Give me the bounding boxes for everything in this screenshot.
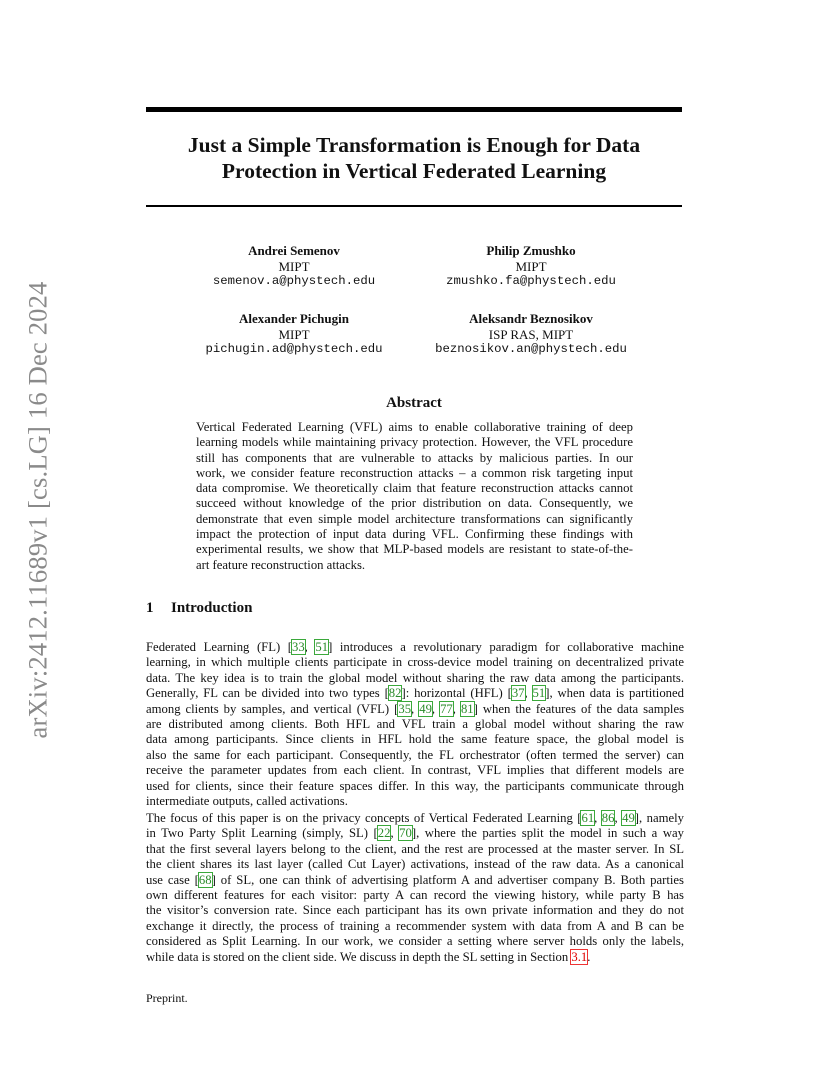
citation-link[interactable]: 70 [399,826,412,841]
paragraph-line: are distributed among clients. Both HFL and VFL train a global model without sharing the raw [146,717,684,732]
arxiv-identifier[interactable]: arXiv:2412.11689v1 [cs.LG] 16 Dec 2024 [22,281,53,739]
citation-link[interactable]: 68 [198,872,212,887]
paragraph-line: in Two Party Split Learning (simply, SL) [22, 70], where the parties split the model in such a way [146,826,684,841]
paper-title [146,132,682,184]
author-affiliation: ISP RAS, MIPT [488,326,574,342]
title-line-2: Protection in Vertical Federated Learning [221,159,607,183]
abstract-line: succeed without knowledge of the prior distribution on data. Consequently, we [196,496,633,511]
section-number: 1 [146,600,154,616]
abstract-line: demonstrate that even simple model architecture transformations can significantly [196,511,633,526]
paragraph-line: used for clients, since their feature spaces differ. In this way, the participants communicate through [146,778,684,793]
paragraph-line: exchange it directly, the process of training a recommender system with data from A and B can be [146,918,684,933]
author-block [164,311,424,358]
paragraph-line: learning, in which multiple clients participate in cross-device model training on decentralized private [146,655,684,670]
paragraph-line: that the first several layers belong to the client, and the rest are processed at the master server. In SL [146,841,684,856]
paragraph-line: receive the parameter updates from each client. In contrast, VFL implies that different models are [146,763,684,778]
author-affiliation: MIPT [515,258,547,274]
author-block [401,243,661,290]
title-top-rule [146,107,682,112]
paragraph-line: also the same for each participant. Consequently, the FL orchestrator (often termed the server) can [146,747,684,762]
paragraph-line: the visitor’s conversion rate. Since each participant has its own private information and they do not [146,903,684,918]
section-heading [146,600,252,617]
citation-link[interactable]: 51 [315,640,329,654]
section-title: Introduction [171,600,253,616]
paragraph-line: among clients by samples, and vertical (VFL) [35, 49, 77, 81] when the features of the data samples [146,701,685,716]
section-reference-link[interactable]: 3.1 [571,949,588,964]
citation-link[interactable]: 35 [398,701,412,716]
citation-link[interactable]: 33 [291,640,305,654]
abstract-line: Vertical Federated Learning (VFL) aims to enable collaborative training of deep [196,420,633,434]
abstract-line: work, we consider feature reconstruction attacks – a common risk targeting input [196,465,633,480]
citation-link[interactable]: 61 [581,811,595,825]
author-name: Alexander Pichugin [239,311,349,326]
author-email[interactable]: zmushko.fa@phystech.edu [446,274,616,288]
intro-paragraph-1 [146,640,684,809]
abstract-line: data compromise. We theoretically claim that feature reconstruction attacks cannot [196,481,633,496]
abstract-line: impact the protection of input data during VFL. Confirming these findings with [196,527,633,542]
citation-link[interactable]: 82 [388,686,402,701]
author-email[interactable]: beznosikov.an@phystech.edu [435,342,627,356]
paragraph-line: intermediate outputs, called activations. [146,794,348,809]
citation-link[interactable]: 22 [377,826,391,841]
paragraph-line: use case [68] of SL, one can think of advertising platform A and advertiser company B. Both parties [146,872,684,887]
abstract-body [196,420,633,573]
paragraph-line: data among participants. Since clients in HFL hold the same feature space, the global model is [146,732,684,747]
paragraph-line: while data is stored on the client side. We discuss in depth the SL setting in Section 3.1. [146,949,591,964]
preprint-footer: Preprint. [146,991,188,1005]
citation-link[interactable]: 49 [622,811,635,825]
abstract-line: learning models while maintaining privacy protection. However, the VFL procedure [196,435,633,450]
author-affiliation: MIPT [278,326,310,342]
arxiv-stamp [8,281,68,739]
author-block [164,243,424,290]
citation-link[interactable]: 81 [460,701,474,716]
paragraph-line: The focus of this paper is on the privacy concepts of Vertical Federated Learning [61, 86, 49], namely [146,811,684,825]
paragraph-line: own different features for each visitor: party A can record the viewing history, while party B has [146,888,684,903]
abstract-line: art feature reconstruction attacks. [196,557,366,572]
abstract-line: experimental results, we show that MLP-based models are resistant to state-of-the- [196,542,633,557]
paragraph-line: Generally, FL can be divided into two types [82]: horizontal (HFL) [37, 51], when data is partitioned [146,686,684,701]
author-email[interactable]: pichugin.ad@phystech.edu [205,342,383,356]
intro-paragraph-2 [146,811,684,965]
citation-link[interactable]: 49 [419,701,432,716]
author-name: Andrei Semenov [248,243,340,258]
title-bottom-rule [146,205,682,207]
paragraph-line: Federated Learning (FL) [33, 51] introduces a revolutionary paradigm for collaborative machine [146,640,684,654]
paragraph-line: considered as Split Learning. In our work, we consider a setting where server holds only the labels, [146,934,684,949]
citation-link[interactable]: 37 [511,686,525,701]
abstract-heading: Abstract [386,395,442,411]
citation-link[interactable]: 77 [440,701,453,716]
author-name: Philip Zmushko [486,243,576,258]
abstract-line: still has components that are vulnerable to attacks by malicious parties. In our [196,450,633,465]
author-affiliation: MIPT [278,258,310,274]
author-name: Aleksandr Beznosikov [469,311,593,326]
citation-link[interactable]: 51 [532,686,546,701]
author-email[interactable]: semenov.a@phystech.edu [212,274,376,288]
paragraph-line: data. The key idea is to train the global model without sharing the raw data among the participants. [146,670,684,685]
author-block [401,311,661,358]
title-line-1: Just a Simple Transformation is Enough for Data [187,133,641,157]
paragraph-line: the client shares its last layer (called Cut Layer) activations, instead of the raw data. As a canonical [146,857,684,872]
citation-link[interactable]: 86 [601,811,615,825]
